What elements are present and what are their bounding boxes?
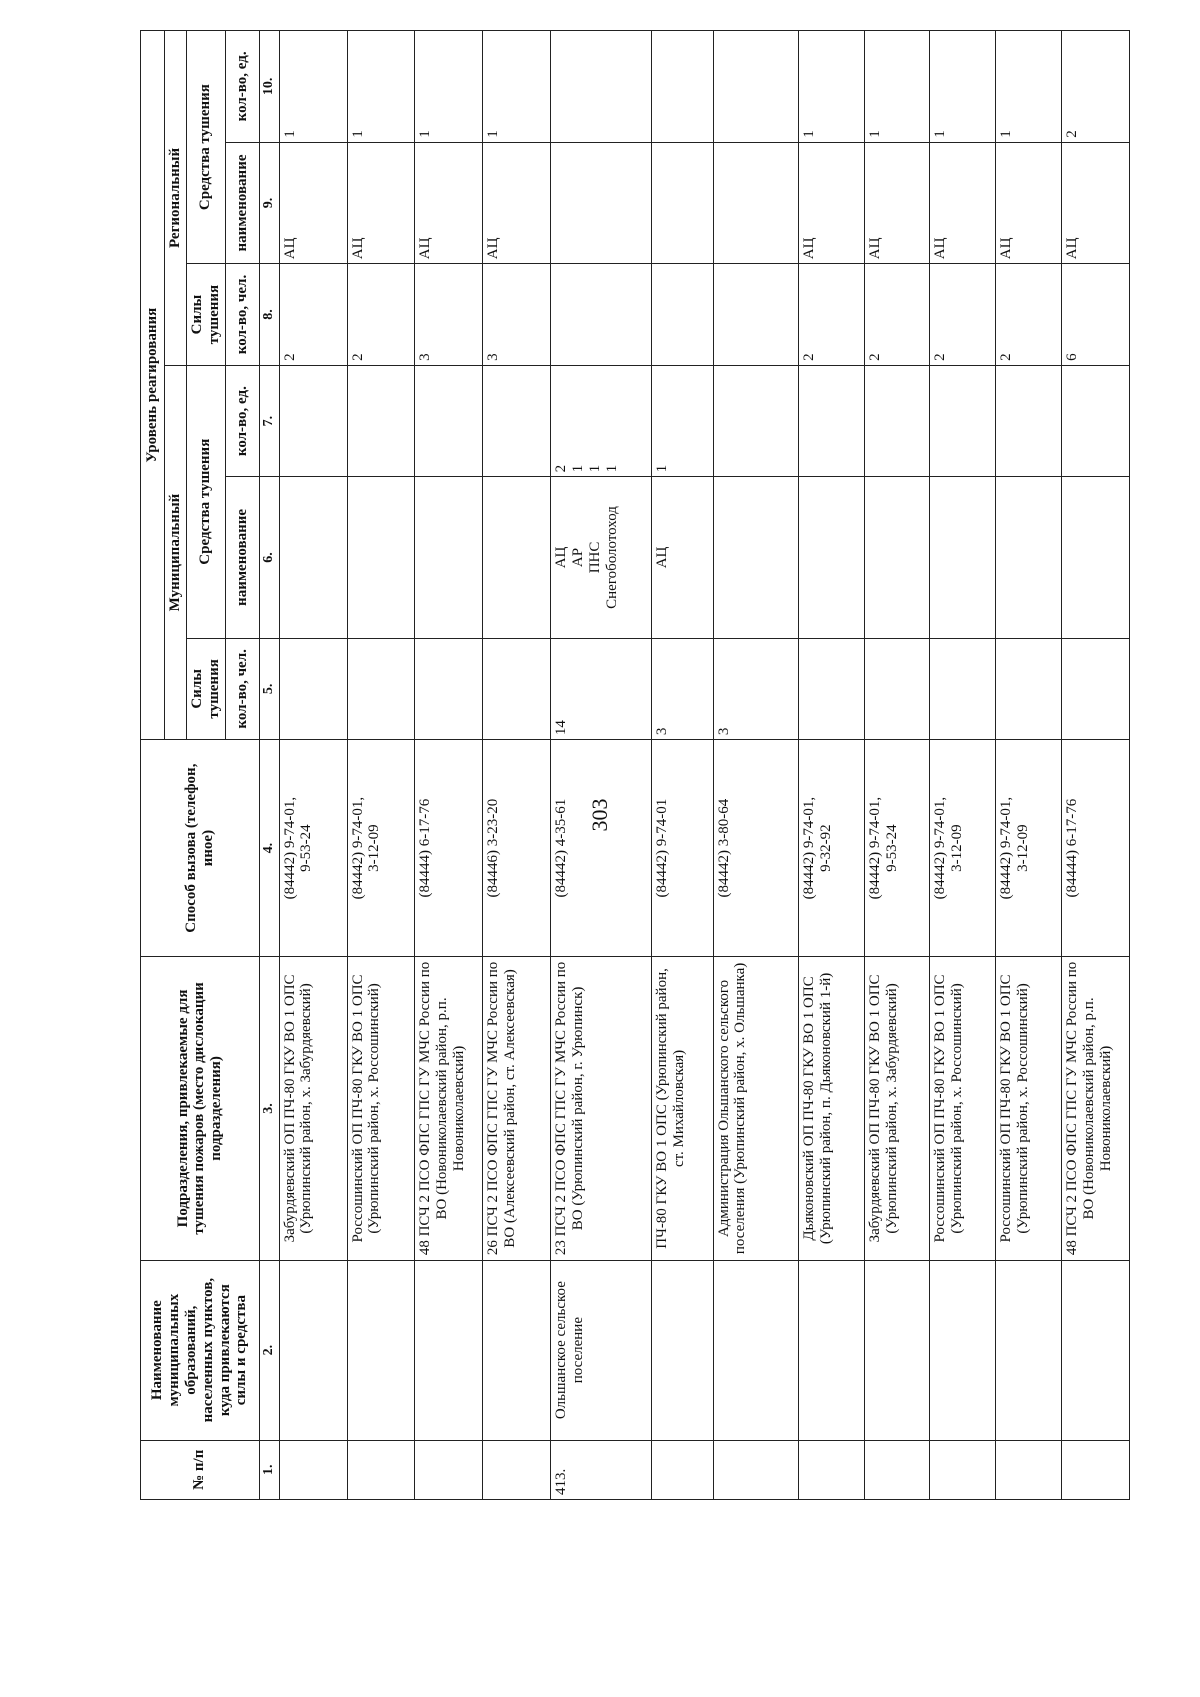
col-number: 9. [259, 142, 279, 263]
cell-num [279, 1440, 347, 1499]
table-row [652, 31, 713, 1500]
table-row [1061, 31, 1129, 1500]
cell-phone: (84442) 9-74-01, 9-53-24 [279, 740, 347, 957]
cell-m-count [996, 365, 1062, 477]
table-row [930, 31, 996, 1500]
col-number: 4. [259, 740, 279, 957]
cell-m-count [279, 365, 347, 477]
cell-r-count: 1 [279, 31, 347, 143]
cell-settlement [996, 1260, 1062, 1440]
cell-num [415, 1440, 483, 1499]
cell-m-count: 1 [652, 365, 713, 477]
table-row [996, 31, 1062, 1500]
cell-r-count: 1 [347, 31, 415, 143]
cell-m-count: 2 1 1 1 [551, 365, 652, 477]
cell-m-means [483, 477, 551, 638]
cell-r-people: 3 [415, 264, 483, 366]
cell-phone: (84442) 9-74-01, 3-12-09 [930, 740, 996, 957]
cell-r-means: АЦ [483, 142, 551, 263]
cell-unit: Россошинский ОП ПЧ-80 ГКУ ВО 1 ОПС (Урюпинский район, х. Россошинский) [347, 957, 415, 1261]
cell-m-means: АЦ [652, 477, 713, 638]
cell-m-people: 3 [652, 638, 713, 740]
cell-unit: Забурдяевский ОП ПЧ-80 ГКУ ВО 1 ОПС (Урюпинский район, х. Забурдяевский) [279, 957, 347, 1261]
cell-r-people: 2 [279, 264, 347, 366]
cell-r-means [551, 142, 652, 263]
cell-r-means [652, 142, 713, 263]
cell-r-count: 1 [415, 31, 483, 143]
cell-unit: Россошинский ОП ПЧ-80 ГКУ ВО 1 ОПС (Урюпинский район, х. Россошинский) [930, 957, 996, 1261]
header-unit: Подразделения, привлекаемые для тушения пожаров (место дислокации подразделения) [141, 957, 260, 1261]
header-num: № п/п [141, 1440, 260, 1499]
header-m-count-people: кол-во, чел. [225, 638, 259, 740]
table-row [415, 31, 483, 1500]
cell-m-means [996, 477, 1062, 638]
header-m-count-units: кол-во, ед. [225, 365, 259, 477]
cell-settlement [930, 1260, 996, 1440]
cell-phone: (84446) 3-23-20 [483, 740, 551, 957]
cell-m-people [864, 638, 930, 740]
table-row [279, 31, 347, 1500]
col-number: 6. [259, 477, 279, 638]
header-municipal: Муниципальный [165, 365, 187, 739]
cell-num [864, 1440, 930, 1499]
cell-r-people [713, 264, 798, 366]
header-call-method: Способ вызова (телефон, иное) [141, 740, 260, 957]
cell-r-people [551, 264, 652, 366]
cell-r-means: АЦ [415, 142, 483, 263]
cell-num [1061, 1440, 1129, 1499]
cell-r-means: АЦ [864, 142, 930, 263]
cell-m-people [347, 638, 415, 740]
cell-r-means: АЦ [279, 142, 347, 263]
cell-num [713, 1440, 798, 1499]
cell-unit: 23 ПСЧ 2 ПСО ФПС ГПС ГУ МЧС России по ВО (Урюпинский район, г. Урюпинск) [551, 957, 652, 1261]
cell-r-people: 3 [483, 264, 551, 366]
cell-unit: 48 ПСЧ 2 ПСО ФПС ГПС ГУ МЧС России по ВО (Новониколаевский район, р.п. Новониколаевский) [1061, 957, 1129, 1261]
header-municipal-means: Средства тушения [187, 365, 226, 638]
cell-r-people [652, 264, 713, 366]
cell-r-means: АЦ [930, 142, 996, 263]
cell-phone: (84444) 6-17-76 [415, 740, 483, 957]
cell-unit: ПЧ-80 ГКУ ВО 1 ОПС (Урюпинский район, ст. Михайловская) [652, 957, 713, 1261]
cell-unit: Дьяконовский ОП ПЧ-80 ГКУ ВО 1 ОПС (Урюпинский район, п. Дьяконовский 1-й) [798, 957, 864, 1261]
cell-settlement [1061, 1260, 1129, 1440]
cell-m-people [279, 638, 347, 740]
table-row [864, 31, 930, 1500]
cell-m-people [996, 638, 1062, 740]
header-regional-forces: Силы тушения [187, 264, 226, 366]
cell-m-count [864, 365, 930, 477]
cell-m-count [713, 365, 798, 477]
cell-settlement: Ольшанское сельское поселение [551, 1260, 652, 1440]
cell-m-count [798, 365, 864, 477]
cell-num [930, 1440, 996, 1499]
cell-m-means [798, 477, 864, 638]
cell-r-count: 2 [1061, 31, 1129, 143]
cell-settlement [652, 1260, 713, 1440]
cell-settlement [864, 1260, 930, 1440]
page-number: 303 [587, 798, 612, 832]
table-row [551, 31, 652, 1500]
header-municipal-forces: Силы тушения [187, 638, 226, 740]
cell-num [347, 1440, 415, 1499]
cell-r-means: АЦ [996, 142, 1062, 263]
cell-m-means [347, 477, 415, 638]
cell-unit: 48 ПСЧ 2 ПСО ФПС ГПС ГУ МЧС России по ВО (Новониколаевский район, р.п. Новониколаевский) [415, 957, 483, 1261]
cell-m-means [713, 477, 798, 638]
cell-r-count: 1 [996, 31, 1062, 143]
cell-unit: Забурдяевский ОП ПЧ-80 ГКУ ВО 1 ОПС (Урюпинский район, х. Забурдяевский) [864, 957, 930, 1261]
col-number: 2. [259, 1260, 279, 1440]
cell-r-people: 2 [864, 264, 930, 366]
cell-r-count: 1 [483, 31, 551, 143]
cell-phone: (84442) 9-74-01, 3-12-09 [996, 740, 1062, 957]
cell-r-people: 2 [996, 264, 1062, 366]
header-regional-means: Средства тушения [187, 31, 226, 264]
cell-r-means [713, 142, 798, 263]
cell-m-people [930, 638, 996, 740]
cell-r-count [652, 31, 713, 143]
cell-m-means [415, 477, 483, 638]
cell-r-people: 2 [930, 264, 996, 366]
header-regional: Региональный [165, 31, 187, 366]
col-number: 5. [259, 638, 279, 740]
cell-r-count [551, 31, 652, 143]
cell-settlement [483, 1260, 551, 1440]
cell-r-count: 1 [930, 31, 996, 143]
cell-r-count [713, 31, 798, 143]
header-r-count-units: кол-во, ед. [225, 31, 259, 143]
cell-num: 413. [551, 1440, 652, 1499]
header-m-name: наименование [225, 477, 259, 638]
col-number: 7. [259, 365, 279, 477]
cell-r-count: 1 [864, 31, 930, 143]
cell-phone: (84442) 3-80-64 [713, 740, 798, 957]
cell-num [652, 1440, 713, 1499]
cell-r-means: АЦ [1061, 142, 1129, 263]
cell-phone: (84442) 9-74-01, 9-53-24 [864, 740, 930, 957]
cell-num [996, 1440, 1062, 1499]
cell-m-people: 14 [551, 638, 652, 740]
cell-m-means: АЦ АР ПНС Снегоболотоход [551, 477, 652, 638]
cell-phone: (84442) 4-35-61 [551, 740, 652, 957]
cell-phone: (84442) 9-74-01 [652, 740, 713, 957]
header-r-name: наименование [225, 142, 259, 263]
cell-m-people [798, 638, 864, 740]
cell-r-count: 1 [798, 31, 864, 143]
cell-m-means [930, 477, 996, 638]
cell-m-people [415, 638, 483, 740]
cell-m-count [483, 365, 551, 477]
cell-m-means [1061, 477, 1129, 638]
cell-m-people: 3 [713, 638, 798, 740]
col-number: 8. [259, 264, 279, 366]
cell-m-people [1061, 638, 1129, 740]
cell-num [798, 1440, 864, 1499]
cell-r-means: АЦ [347, 142, 415, 263]
cell-m-count [347, 365, 415, 477]
cell-r-means: АЦ [798, 142, 864, 263]
table-row [798, 31, 864, 1500]
cell-phone: (84444) 6-17-76 [1061, 740, 1129, 957]
cell-m-count [415, 365, 483, 477]
cell-m-count [1061, 365, 1129, 477]
cell-settlement [713, 1260, 798, 1440]
cell-m-count [930, 365, 996, 477]
col-number: 3. [259, 957, 279, 1261]
cell-settlement [798, 1260, 864, 1440]
cell-r-people: 2 [798, 264, 864, 366]
table-row [483, 31, 551, 1500]
col-number: 10. [259, 31, 279, 143]
table-row [347, 31, 415, 1500]
cell-settlement [279, 1260, 347, 1440]
cell-r-people: 6 [1061, 264, 1129, 366]
response-table [140, 30, 1130, 1500]
cell-unit: Россошинский ОП ПЧ-80 ГКУ ВО 1 ОПС (Урюпинский район, х. Россошинский) [996, 957, 1062, 1261]
rotated-table-container [140, 30, 1130, 1500]
cell-unit: 26 ПСЧ 2 ПСО ФПС ГПС ГУ МЧС России по ВО (Алексеевский район, ст. Алексеевская) [483, 957, 551, 1261]
cell-settlement [415, 1260, 483, 1440]
header-settlement: Наименование муниципальных образований, населенных пунктов, куда привлекаются силы и средства [141, 1260, 260, 1440]
table-row [713, 31, 798, 1500]
header-r-count-people: кол-во, чел. [225, 264, 259, 366]
header-response-level: Уровень реагирования [141, 31, 165, 740]
cell-num [483, 1440, 551, 1499]
cell-m-means [864, 477, 930, 638]
cell-phone: (84442) 9-74-01, 3-12-09 [347, 740, 415, 957]
col-number: 1. [259, 1440, 279, 1499]
cell-r-people: 2 [347, 264, 415, 366]
cell-settlement [347, 1260, 415, 1440]
cell-m-means [279, 477, 347, 638]
cell-phone: (84442) 9-74-01, 9-32-92 [798, 740, 864, 957]
cell-m-people [483, 638, 551, 740]
cell-unit: Администрация Ольшанского сельского поселения (Урюпинский район, х. Ольшанка) [713, 957, 798, 1261]
